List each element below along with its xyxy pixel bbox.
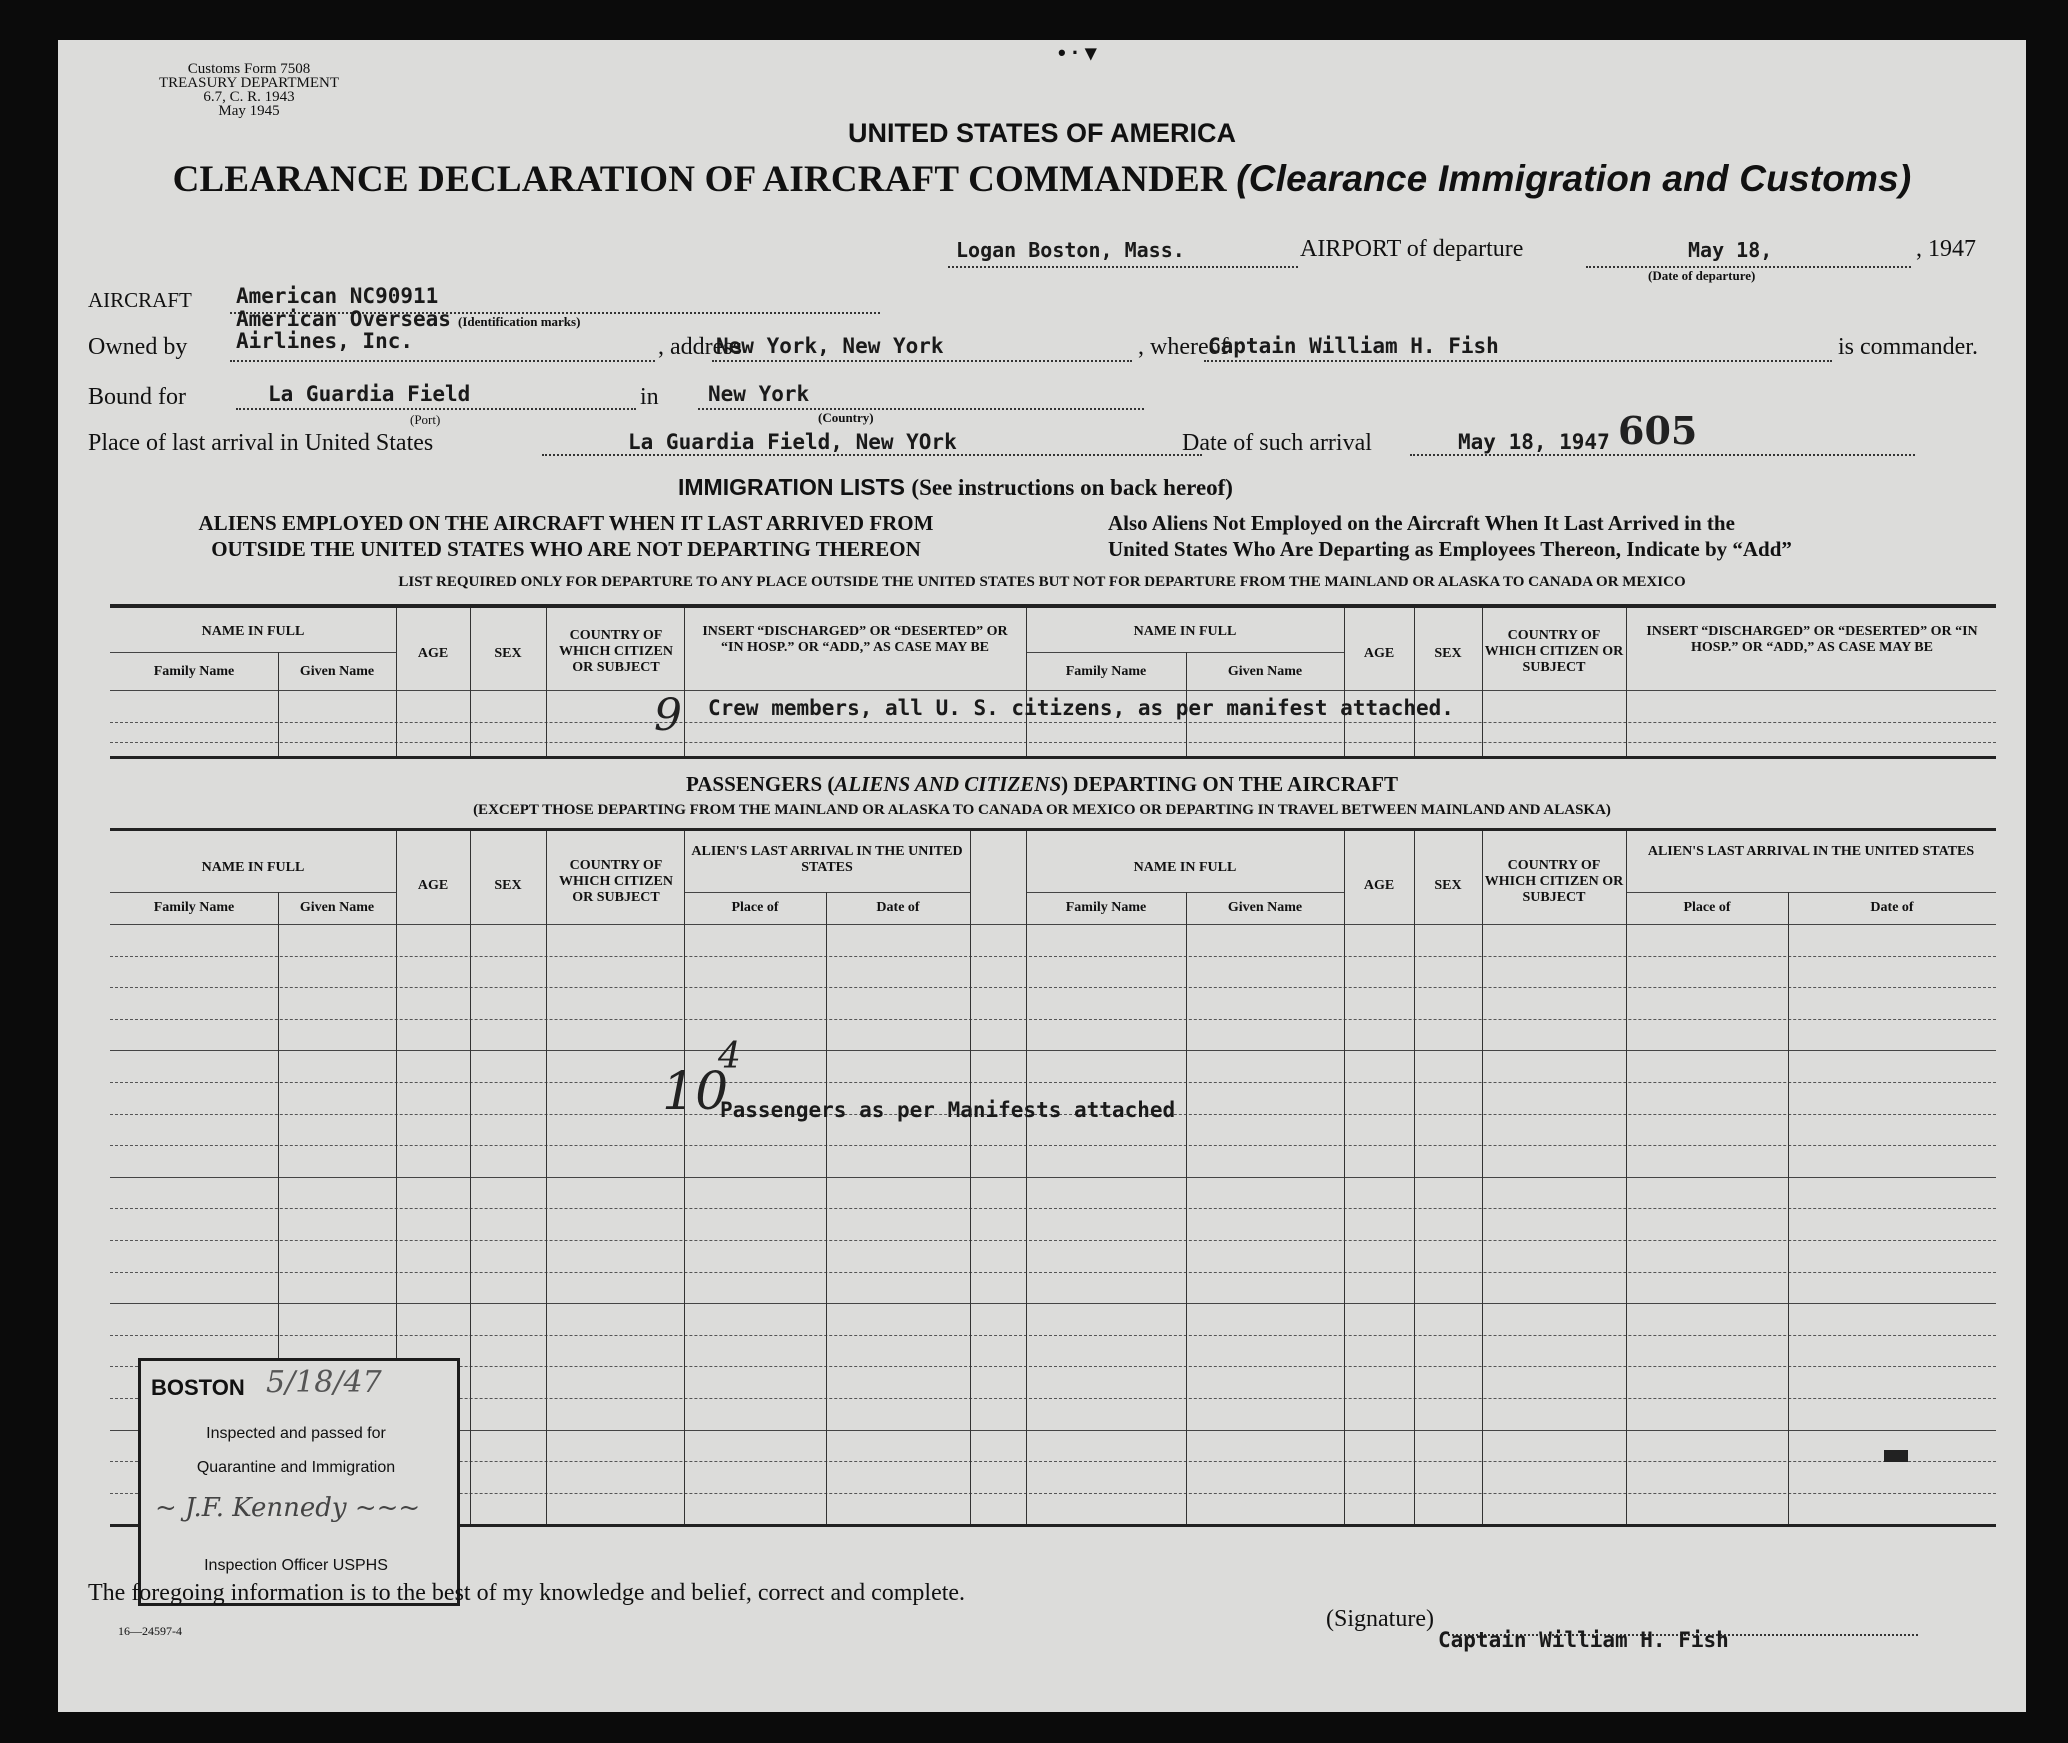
country-title: UNITED STATES OF AMERICA [848,118,1236,148]
passenger-entry: Passengers as per Manifests attached [720,1098,1176,1122]
form-identifier [154,62,344,118]
aliens-not-employed-line-2: United States Who Are Departing as Employees Thereon, Indicate by “Add” [1108,537,1792,561]
passengers-heading [58,772,2026,797]
pax-last-arrival-header-right: ALIEN'S LAST ARRIVAL IN THE UNITED STATES [1647,844,1975,859]
form-page [58,40,2026,1712]
passenger-row-line [110,987,1996,988]
country-caption: (Country) [818,410,874,425]
last-arrival-value: La Guardia Field, New YOrk [628,430,957,454]
owner-line-2: Airlines, Inc. [236,329,414,353]
passenger-row-line [110,956,1996,957]
pax-family-name-header: Family Name [153,900,235,915]
crew-age-header: AGE [417,646,449,661]
pax-name-in-full-header-right: NAME IN FULL [1133,860,1237,875]
crew-age-header-right: AGE [1363,646,1395,661]
address-value: New York, New York [716,334,944,358]
crew-given-name-header-right: Given Name [1227,664,1303,679]
pax-age-header-right: AGE [1363,878,1395,893]
is-commander-label: is commander. [1838,334,1978,360]
passenger-row-line [110,1240,1996,1241]
pax-sex-header-right: SEX [1434,878,1462,893]
crew-family-name-header-right: Family Name [1065,664,1147,679]
crew-given-name-header: Given Name [299,664,375,679]
pax-family-name-header-right: Family Name [1065,900,1147,915]
stamp-line-2: Quarantine and Immigration [196,1459,396,1476]
passenger-row-line [110,1272,1996,1273]
crew-country-header-right: COUNTRY OF WHICH CITIZEN OR SUBJECT [1484,628,1624,675]
edition: May 1945 [218,103,280,119]
print-code: 16—24597-4 [118,1624,182,1638]
passenger-count-handwritten: 10 [662,1062,729,1122]
aliens-not-employed-line-1: Also Aliens Not Employed on the Aircraft When It Last Arrived in the [1108,511,1735,535]
form-number: Customs Form 7508 [187,61,311,77]
airport-label: AIRPORT of departure [1300,236,1524,262]
commander-value: Captain William H. Fish [1208,334,1499,358]
quarantine-stamp [138,1358,460,1606]
top-marks: • · ▾ [1058,40,1097,65]
crew-sex-header-right: SEX [1434,646,1462,661]
list-requirement-note: LIST REQUIRED ONLY FOR DEPARTURE TO ANY PLACE OUTSIDE THE UNITED STATES BUT NOT FOR DEPARTURE FROM THE MAINLAND OR ALASKA TO CANADA OR MEXICO [398,574,1686,590]
stamp-city: BOSTON [151,1375,245,1400]
passengers-exception-note: (EXCEPT THOSE DEPARTING FROM THE MAINLAND OR ALASKA TO CANADA OR MEXICO OR DEPARTING IN TRAVEL BETWEEN MAINLAND AND ALASKA) [473,802,1611,818]
departure-date-value: May 18, [1688,238,1773,262]
stamp-handwritten-initials: 5/18/47 [266,1365,382,1400]
passengers-heading-b: ALIENS AND CITIZENS [834,772,1062,796]
crew-status-header-right: INSERT “DISCHARGED” OR “DESERTED” OR “IN HOSP.” OR “ADD,” AS CASE MAY BE [1646,624,1978,655]
pax-sex-header: SEX [494,878,522,893]
last-arrival-label: Place of last arrival in United States [88,430,434,456]
arrival-date-value: May 18, 1947 [1458,430,1610,454]
passenger-row-line [110,1019,1996,1020]
crew-entry: Crew members, all U. S. citizens, as per manifest attached. [708,696,1454,720]
regulation: 6.7, C. R. 1943 [203,89,295,105]
stamp-line-1: Inspected and passed for [206,1425,386,1442]
form-title-main: CLEARANCE DECLARATION OF AIRCRAFT COMMANDER [172,159,1227,200]
aircraft-value: American NC90911 [236,284,439,308]
crew-status-header: INSERT “DISCHARGED” OR “DESERTED” OR “IN HOSP.” OR “ADD,” AS CASE MAY BE [702,624,1008,655]
bound-for-label: Bound for [88,384,186,410]
pax-date-of-header-right: Date of [1870,900,1914,915]
form-title [58,158,2026,201]
owner-value [236,308,451,352]
handwritten-flight-number: 605 [1618,408,1698,453]
passenger-row-line [110,1177,1996,1178]
port-caption: (Port) [410,412,441,427]
stamp-inspector-signature: ~ J.F. Kennedy ~~~ [155,1493,421,1523]
pax-last-arrival-header: ALIEN'S LAST ARRIVAL IN THE UNITED STATES [691,844,963,875]
passenger-row-line [110,1208,1996,1209]
pax-given-name-header-right: Given Name [1227,900,1303,915]
aliens-employed-line-1: ALIENS EMPLOYED ON THE AIRCRAFT WHEN IT LAST ARRIVED FROM [198,511,934,535]
form-title-sub: (Clearance Immigration and Customs) [1236,158,1912,199]
crew-count-handwritten: 9 [654,690,682,741]
in-label: in [640,384,659,410]
crew-sex-header: SEX [494,646,522,661]
address-label: , address [658,334,742,360]
whereof-label: , whereof [1138,334,1229,360]
arrival-date-label: Date of such arrival [1182,430,1372,456]
aliens-not-employed-heading [1108,510,1792,562]
owner-line-1: American Overseas [236,307,451,331]
passenger-count-correction: 4 [718,1036,741,1077]
signature-value: Captain William H. Fish [1438,1628,1729,1652]
signature-label: (Signature) [1326,1606,1434,1632]
pax-place-of-header-right: Place of [1683,900,1731,915]
passenger-row-line [110,1303,1996,1304]
crew-country-header: COUNTRY OF WHICH CITIZEN OR SUBJECT [559,628,673,675]
pax-place-of-header: Place of [731,900,779,915]
immigration-heading-note: (See instructions on back hereof) [911,475,1233,500]
passenger-row-line [110,1335,1996,1336]
pax-country-header-right: COUNTRY OF WHICH CITIZEN OR SUBJECT [1484,858,1624,905]
owned-by-label: Owned by [88,334,188,360]
passenger-row-line [110,1082,1996,1083]
passengers-heading-a: PASSENGERS ( [685,772,835,796]
pax-date-of-header: Date of [876,900,920,915]
passengers-heading-c: ) DEPARTING ON THE AIRCRAFT [1061,772,1399,796]
pax-age-header: AGE [417,878,449,893]
crew-name-in-full-header: NAME IN FULL [201,624,305,639]
pax-given-name-header: Given Name [299,900,375,915]
bound-for-country-value: New York [708,382,810,406]
crew-name-in-full-header-right: NAME IN FULL [1133,624,1237,639]
pax-country-header: COUNTRY OF WHICH CITIZEN OR SUBJECT [559,858,673,905]
aircraft-label: AIRCRAFT [88,288,192,312]
pax-name-in-full-header: NAME IN FULL [201,860,305,875]
crew-family-name-header: Family Name [153,664,235,679]
bound-for-port-value: La Guardia Field [268,382,471,406]
passenger-row-line [110,1050,1996,1051]
departure-year: , 1947 [1916,236,1976,262]
aliens-employed-line-2: OUTSIDE THE UNITED STATES WHO ARE NOT DEPARTING THEREON [211,537,921,561]
stamp-line-3: Inspection Officer USPHS [204,1557,388,1574]
airport-value: Logan Boston, Mass. [956,238,1185,262]
immigration-heading-text: IMMIGRATION LISTS [678,474,906,500]
certification-statement: The foregoing information is to the best of my knowledge and belief, correct and complete. [88,1580,966,1606]
passenger-row-line [110,1145,1996,1146]
aliens-employed-heading [156,510,976,562]
department: TREASURY DEPARTMENT [158,75,340,91]
immigration-lists-heading [678,474,1233,501]
departure-date-caption: (Date of departure) [1648,268,1756,283]
identification-marks-caption: (Identification marks) [458,314,581,329]
